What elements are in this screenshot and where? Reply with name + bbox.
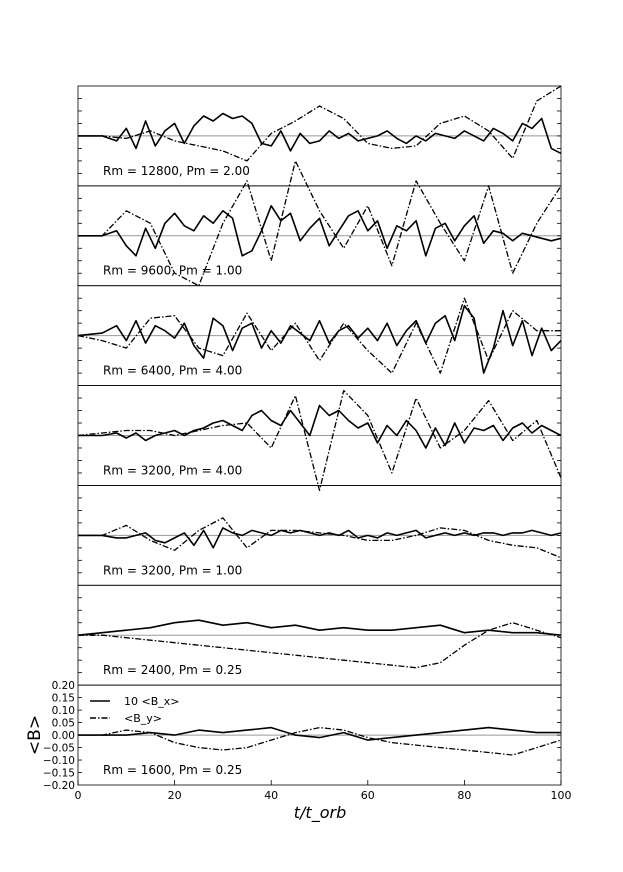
x-tick-label: 80 — [457, 789, 472, 802]
series-line-bx — [78, 620, 561, 635]
legend-entry-bx: 10 <B_x> — [124, 695, 180, 708]
y-tick-label: −0.10 — [42, 755, 75, 768]
panel-5 — [78, 485, 561, 585]
x-tick-label: 60 — [360, 789, 375, 802]
y-tick-label: −0.05 — [42, 742, 75, 755]
y-tick-label: 0.10 — [51, 705, 75, 718]
series-line-bx — [78, 728, 561, 741]
panel-3 — [78, 286, 561, 386]
y-tick-label: 0.05 — [51, 717, 75, 730]
panel-label: Rm = 6400, Pm = 4.00 — [103, 363, 243, 378]
panel-label: Rm = 3200, Pm = 4.00 — [103, 463, 243, 478]
series-line-bx — [78, 406, 561, 449]
series-line-by — [78, 518, 561, 558]
panels-layer — [78, 86, 561, 785]
legend-entry-by: <B_y> — [124, 712, 162, 725]
y-tick-label: 0.15 — [51, 692, 75, 705]
panel-4 — [78, 386, 561, 491]
y-tick-label: −0.15 — [42, 767, 75, 780]
panel-label: Rm = 2400, Pm = 0.25 — [103, 663, 243, 678]
series-line-bx — [78, 528, 561, 548]
series-line-by — [78, 728, 561, 755]
axes-layer — [43, 680, 572, 802]
panel-1 — [78, 86, 561, 186]
y-tick-label: 0.00 — [51, 730, 75, 743]
x-tick-label: 100 — [550, 789, 572, 802]
y-axis-label: <B> — [25, 714, 45, 756]
panel-6 — [78, 585, 561, 685]
legend — [90, 695, 179, 725]
y-tick-label: −0.20 — [42, 780, 75, 792]
panel-label: Rm = 3200, Pm = 1.00 — [103, 563, 243, 578]
x-tick-label: 40 — [264, 789, 279, 802]
panel-2 — [78, 161, 561, 286]
x-axis-label: t/t_orb — [293, 803, 347, 822]
series-line-bx — [78, 114, 561, 154]
panel-label: Rm = 1600, Pm = 0.25 — [103, 763, 243, 777]
x-tick-label: 20 — [167, 789, 182, 802]
y-tick-label: 0.20 — [51, 680, 75, 693]
x-tick-label: 0 — [74, 789, 82, 802]
panel-label: Rm = 12800, Pm = 2.00 — [103, 163, 250, 178]
series-line-bx — [78, 206, 561, 256]
series-line-by — [78, 86, 561, 161]
panel-label: Rm = 9600, Pm = 1.00 — [103, 263, 243, 278]
